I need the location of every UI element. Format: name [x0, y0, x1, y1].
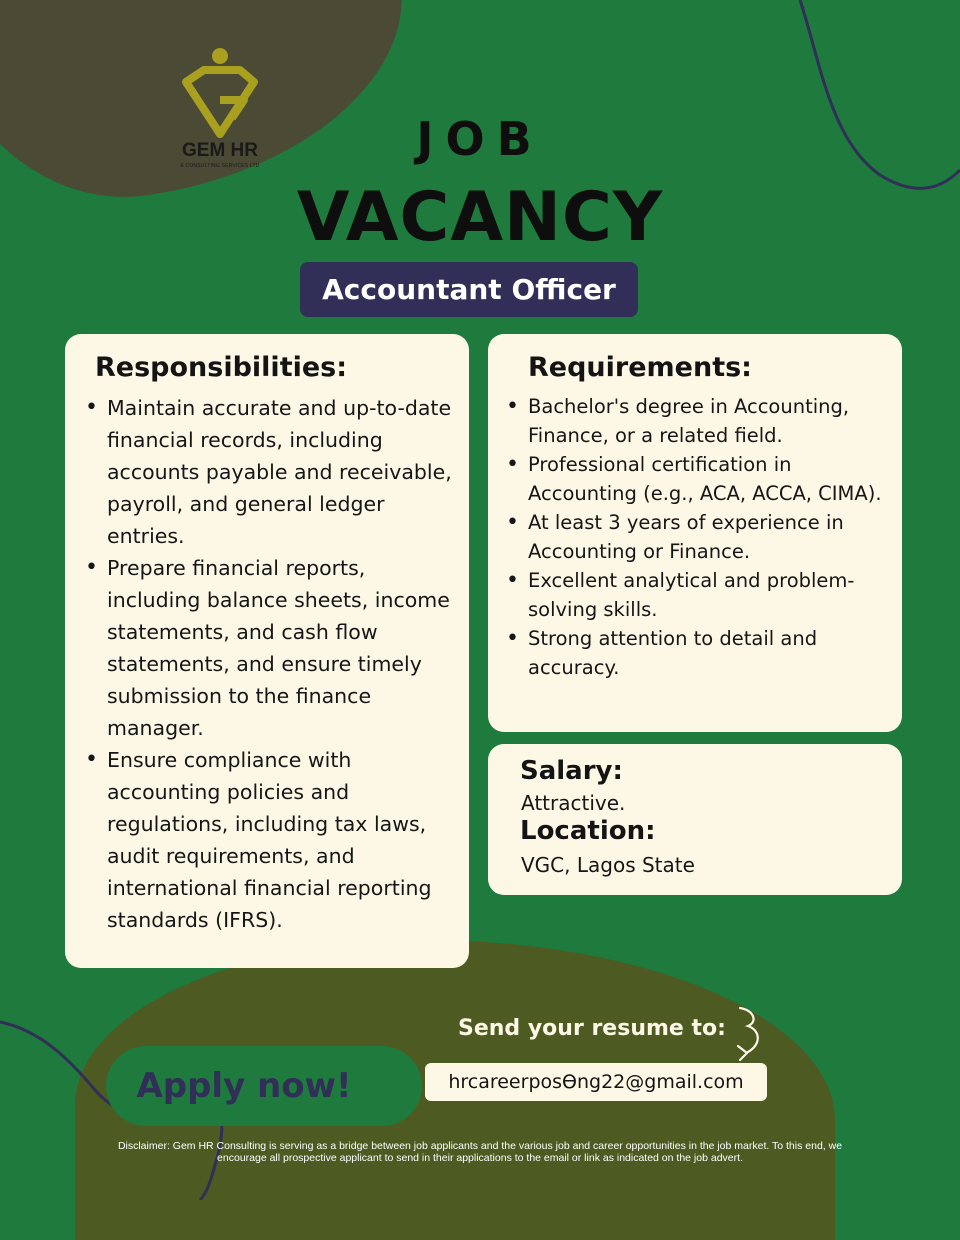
title-vacancy: VACANCY: [296, 178, 664, 257]
role-badge: Accountant Officer: [300, 262, 638, 317]
list-item: • Professional certification in Accounting (e.g., ACA, ACCA, CIMA).: [506, 450, 896, 508]
requirements-card: [488, 334, 902, 732]
list-item: • Bachelor's degree in Accounting, Finance, or a related field.: [506, 392, 896, 450]
brand-tagline: & CONSULTING SERVICES LTD: [180, 163, 260, 169]
curved-arrow-icon: [728, 1004, 768, 1062]
salary-location-card: [488, 744, 902, 895]
responsibilities-list: [85, 392, 461, 936]
location-label: Location:: [520, 816, 656, 846]
disclaimer-text: Disclaimer: Gem HR Consulting is serving as a bridge between job applicants and the various job and career opportunities in the job market. To this end, we encourage all prospective applicant to send in their applications to the email or link as indicated on the job advert.: [117, 1140, 843, 1164]
brand-name: GEM HR: [182, 140, 258, 161]
list-item: • Excellent analytical and problem-solving skills.: [506, 566, 896, 624]
location-value: VGC, Lagos State: [521, 853, 695, 877]
apply-now-button[interactable]: Apply now!: [106, 1046, 422, 1126]
list-item: • At least 3 years of experience in Accounting or Finance.: [506, 508, 896, 566]
responsibilities-heading: Responsibilities:: [95, 352, 348, 383]
responsibilities-card: [65, 334, 469, 968]
email-address[interactable]: hrcareerposϴng22@gmail.com: [425, 1063, 767, 1101]
salary-value: Attractive.: [521, 791, 626, 815]
list-item: • Prepare financial reports, including balance sheets, income statements, and cash flow statements, and ensure timely submission to the finance manager.: [85, 552, 461, 744]
brand-logo: [170, 48, 270, 178]
salary-label: Salary:: [520, 756, 623, 786]
gem-logo-icon: [170, 48, 270, 140]
list-item: • Strong attention to detail and accuracy.: [506, 624, 896, 682]
requirements-list: [506, 392, 896, 682]
requirements-heading: Requirements:: [528, 352, 752, 383]
list-item: • Maintain accurate and up-to-date financial records, including accounts payable and receivable, payroll, and general ledger entries.: [85, 392, 461, 552]
list-item: • Ensure compliance with accounting policies and regulations, including tax laws, audit requirements, and international financial reporting standards (IFRS).: [85, 744, 461, 936]
title-job: JOB: [416, 112, 544, 166]
send-resume-label: Send your resume to:: [458, 1016, 726, 1041]
